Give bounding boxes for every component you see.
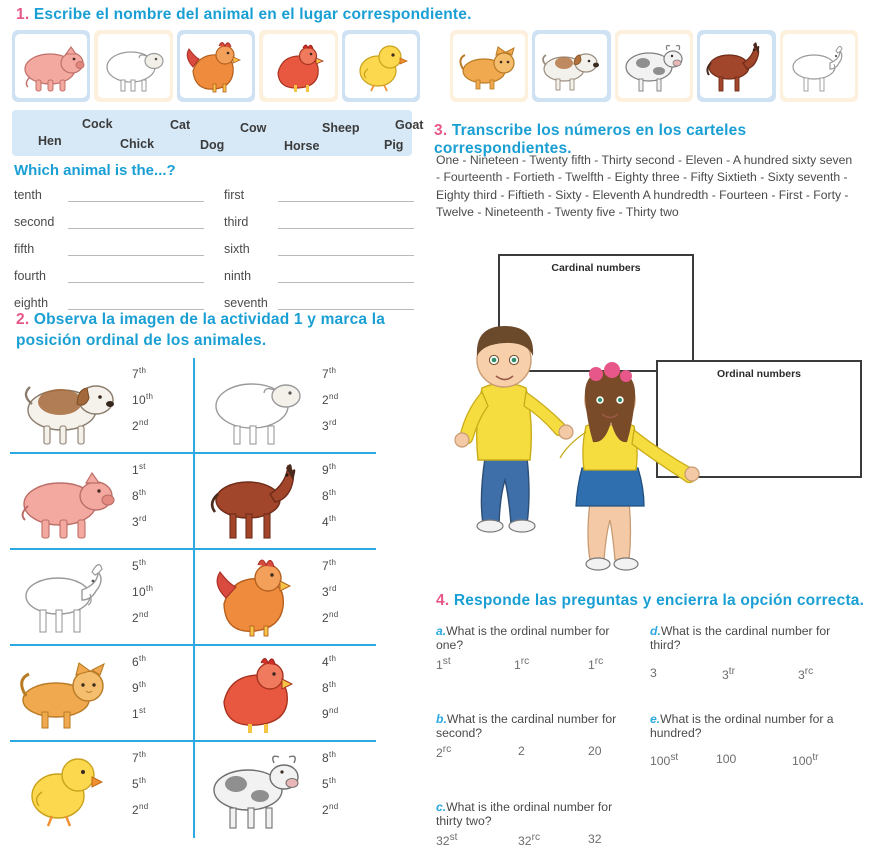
ordinal-option[interactable]: 9th [322,462,337,477]
question-e-letter: e. [650,712,661,726]
activity-2-cell-sheep [200,358,378,454]
which-animal-row [224,269,414,283]
animal-cell-hen [259,30,337,102]
which-animal-label: second [14,215,55,229]
horse-image [202,456,314,548]
chick-image [345,34,417,98]
sheep-image [202,360,314,452]
hen-image [202,648,314,740]
activity-3-title: Transcribe los números en los carteles correspondientes. [434,122,747,157]
option-e-3[interactable]: $100^{tr}$ [792,752,819,769]
ordinal-option[interactable]: 6th [132,654,147,669]
activity-2-cell-rooster [200,550,378,646]
which-animal-row [14,242,204,256]
animal-image-strip [12,30,858,102]
ordinal-option[interactable]: 3rd [322,418,337,433]
activity-2-heading [16,310,436,352]
ordinal-option[interactable]: 2nd [132,610,149,625]
ordinal-option[interactable]: 1st [132,462,146,477]
ordinal-options [322,750,370,828]
ordinal-options [322,366,370,444]
option-c-1[interactable]: 32st [436,832,458,849]
answer-line[interactable] [278,245,414,256]
which-animal-row [224,242,414,256]
word-bank-item-cock: Cock [82,117,113,131]
strip-gap [424,30,446,102]
ordinal-options [132,366,180,444]
ordinal-option[interactable]: 5th [132,558,147,573]
ordinal-options [132,462,180,540]
word-bank [12,110,424,156]
animal-cell-pig [12,30,90,102]
ordinal-option[interactable]: 7th [132,750,147,765]
rooster-image [202,552,314,644]
answer-line[interactable] [68,191,204,202]
which-animal-label: fourth [14,269,46,283]
which-animal-row [224,215,414,229]
which-animal-label: third [224,215,249,229]
activity-2-cell-cat [10,646,188,742]
ordinal-option[interactable]: 4th [322,514,337,529]
ordinal-option[interactable]: 2nd [132,418,149,433]
option-c-2[interactable]: $32^{rc}$ [518,832,541,849]
activity-3-word-list: One - Nineteen - Twenty fifth - Thirty second - Eleven - A hundred sixty seven - Fourteenth - Fortieth - Twelfth - Eighty three - Fifty Sixtieth - Sixty seventh - Eighty third - Fiftieth - Sixty - Eleventh A hundredth - Fourteen - First - Forty - Twelve - Nineteenth - Twenty five - Thirty two [436,153,853,219]
which-animal-row [14,296,204,310]
question-e-text: What is the ordinal number for a hundred? [650,712,834,740]
activity-2-cell-chick [10,742,188,838]
animal-cell-rooster [177,30,255,102]
question-e-options [650,752,862,768]
ordinal-option[interactable]: 1st [132,706,146,721]
pig-image [15,34,87,98]
activity-2-cell-dog [10,358,188,454]
cow-image [202,744,314,836]
activity-4-heading [436,592,876,610]
which-animal-right-column [224,188,414,323]
word-bank-item-cow: Cow [240,121,267,135]
question-d-options [650,666,860,682]
ordinal-option[interactable]: 2nd [322,802,339,817]
goat-image [12,552,124,644]
ordinal-option[interactable]: 10th [132,584,154,599]
pig-image [12,456,124,548]
ordinal-option[interactable]: 7th [322,558,337,573]
hen-image [263,34,335,98]
activity-2-cell-horse [200,454,378,550]
cow-image [618,34,690,98]
question-b [436,712,636,740]
activity-2-row [10,358,380,454]
word-bank-item-goat: Goat [395,118,424,132]
answer-line[interactable] [68,299,204,310]
option-e-2[interactable]: 100 [716,752,737,766]
which-animal-row [224,296,414,310]
animal-cell-chick [342,30,420,102]
activity-2-cell-goat [10,550,188,646]
activity-2-row [10,646,380,742]
option-d-2[interactable]: $3^{tr}$ [722,666,735,683]
rooster-image [180,34,252,98]
word-bank-item-hen: Hen [38,134,62,148]
answer-line[interactable] [68,245,204,256]
chick-image [12,744,124,836]
question-d [650,624,858,652]
cat-image [12,648,124,740]
which-animal-label: seventh [224,296,268,310]
option-a-1[interactable]: 1st [436,656,451,673]
question-e [650,712,862,740]
ordinal-option[interactable]: 9th [132,680,147,695]
cat-image [453,34,525,98]
activity-4-title: Responde las preguntas y encierra la opción correcta. [453,592,865,609]
activity-2-cell-pig [10,454,188,550]
answer-line[interactable] [278,218,414,229]
animal-cell-cow [615,30,693,102]
ordinal-options [322,558,370,636]
ordinal-option[interactable]: 8th [132,488,147,503]
activity-1-title: Escribe el nombre del animal en el lugar correspondiente. [33,6,472,23]
which-animal-label: first [224,188,245,202]
animal-cell-sheep [94,30,172,102]
option-d-3[interactable]: $3^{rc}$ [798,666,814,683]
ordinal-options [322,462,370,540]
answer-line[interactable] [278,191,414,202]
word-bank-item-sheep: Sheep [322,121,360,135]
ordinal-options [132,558,180,636]
ordinal-options [132,654,180,732]
question-b-text: What is the cardinal number for second? [436,712,617,740]
animal-cell-dog [532,30,610,102]
which-animal-row [14,188,204,202]
animal-cell-horse [697,30,775,102]
word-bank-item-horse: Horse [284,139,320,153]
word-bank-item-dog: Dog [200,138,225,152]
ordinal-option[interactable]: 5th [132,776,147,791]
answer-line[interactable] [278,299,414,310]
activity-2-row [10,742,380,838]
which-animal-row [14,269,204,283]
word-bank-item-chick: Chick [120,137,155,151]
question-a-text: What is the ordinal number for one? [436,624,610,652]
option-d-1[interactable]: 3 [650,666,657,680]
question-d-text: What is the cardinal number for third? [650,624,831,652]
animal-cell-goat [780,30,858,102]
activity-1-number: 1. [16,6,30,23]
which-animal-label: sixth [224,242,250,256]
activity-1-heading [16,6,576,24]
activity-2-title: Observa la imagen de la actividad 1 y marca la posición ordinal de los animales. [16,311,386,349]
animal-cell-cat [450,30,528,102]
answer-line[interactable] [68,272,204,283]
activity-2-row [10,454,380,550]
sheep-image [98,34,170,98]
ordinal-option[interactable]: 8th [322,488,337,503]
ordinal-options [132,750,180,828]
ordinal-option[interactable]: 2nd [322,392,339,407]
question-c-letter: c. [436,800,447,814]
ordinal-option[interactable]: 2nd [322,610,339,625]
option-b-1[interactable]: $2^{rc}$ [436,744,452,761]
which-animal-title: Which animal is the...? [14,162,176,179]
dog-image [12,360,124,452]
ordinal-option[interactable]: 7th [132,366,147,381]
activity-2-row [10,550,380,646]
dog-image [535,34,607,98]
ordinal-option[interactable]: 7th [322,366,337,381]
boy-figure [455,326,573,532]
ordinal-options [322,654,370,732]
cardinal-numbers-label: Cardinal numbers [551,262,641,274]
ordinal-numbers-label: Ordinal numbers [716,368,801,380]
question-b-options [436,744,636,760]
which-animal-label: fifth [14,242,35,256]
ordinal-option[interactable]: 8th [322,750,337,765]
ordinal-option[interactable]: 3rd [322,584,337,599]
ordinal-option[interactable]: 2nd [132,802,149,817]
which-animal-label: tenth [14,188,42,202]
which-animal-label: eighth [14,296,49,310]
option-a-3[interactable]: $1^{rc}$ [588,656,604,673]
question-a [436,624,632,652]
activity-2-cell-cow [200,742,378,838]
question-d-letter: d. [650,624,661,638]
option-b-3[interactable]: 20 [588,744,602,758]
question-a-letter: a. [436,624,447,638]
which-animal-row [14,215,204,229]
which-animal-label: ninth [224,269,252,283]
question-b-letter: b. [436,712,447,726]
option-c-3[interactable]: 32 [588,832,602,846]
activity-4-number: 4. [436,592,450,609]
question-c [436,800,636,828]
activity-2-grid [10,358,380,838]
activity-2-cell-hen [200,646,378,742]
which-animal-left-column [14,188,204,323]
ordinal-option[interactable]: 3rd [132,514,147,529]
ordinal-option[interactable]: 4th [322,654,337,669]
option-e-1[interactable]: 100st [650,752,679,769]
question-a-options [436,656,636,672]
answer-line[interactable] [68,218,204,229]
ordinal-option[interactable]: 5th [322,776,337,791]
children-illustration [430,268,730,588]
ordinal-option[interactable]: 8th [322,680,337,695]
ordinal-option[interactable]: 10th [132,392,154,407]
option-a-2[interactable]: $1^{rc}$ [514,656,530,673]
word-bank-item-pig: Pig [384,138,404,152]
question-c-text: What is ithe ordinal number for thirty two? [436,800,613,828]
horse-image [700,34,772,98]
question-c-options [436,832,636,848]
activity-3-number: 3. [434,122,448,139]
word-bank-item-cat: Cat [170,118,191,132]
goat-image [783,34,855,98]
which-animal-row [224,188,414,202]
activity-2-number: 2. [16,311,30,328]
answer-line[interactable] [278,272,414,283]
ordinal-option[interactable]: 9nd [322,706,339,721]
option-b-2[interactable]: 2 [518,744,525,758]
girl-figure [560,362,699,570]
